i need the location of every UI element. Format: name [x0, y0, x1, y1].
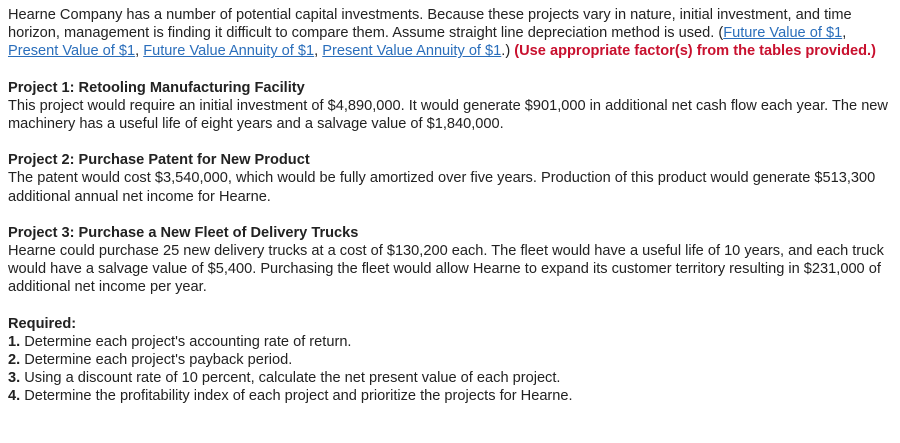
project-title: Project 1: Retooling Manufacturing Facility [8, 79, 305, 96]
project-title: Project 3: Purchase a New Fleet of Delivery Trucks [8, 224, 359, 241]
required-item-number: 2. [8, 352, 21, 369]
link-present-value[interactable]: Present Value of $1 [8, 43, 136, 60]
link-separator: , [135, 43, 144, 60]
project-description: Hearne could purchase 25 new delivery trucks at a cost of $130,200 each. The fleet would have a useful life of 10 years, and each truck would have a salvage value of $5,400. Purchasing the fleet would allow Hearne to expand its customer territory resulting in $231,000 of additional net income per year. [8, 243, 884, 296]
project-2 [8, 151, 892, 206]
required-item-text: Determine each project's accounting rate of return. [20, 333, 352, 350]
instruction-note: (Use appropriate factor(s) from the tables provided.) [514, 43, 876, 60]
link-present-value-annuity[interactable]: Present Value Annuity of $1 [322, 43, 502, 60]
required-item-number: 4. [8, 388, 21, 405]
link-separator: , [842, 25, 847, 42]
project-title: Project 2: Purchase Patent for New Product [8, 152, 310, 169]
link-future-value-annuity[interactable]: Future Value Annuity of $1 [143, 43, 315, 60]
required-item-number: 3. [8, 370, 21, 387]
required-item [8, 387, 892, 405]
project-description: This project would require an initial investment of $4,890,000. It would generate $901,000 in additional net cash flow each year. The new machinery has a useful life of eight years and a salvage value of $1,840,000. [8, 97, 888, 133]
required-item-text: Using a discount rate of 10 percent, calculate the net present value of each project. [20, 370, 561, 387]
project-1 [8, 79, 892, 134]
required-item [8, 333, 892, 351]
project-3 [8, 224, 892, 297]
required-section [8, 315, 892, 406]
required-heading: Required: [8, 315, 77, 332]
required-item [8, 369, 892, 387]
required-item-number: 1. [8, 333, 21, 350]
required-item [8, 351, 892, 369]
link-separator: , [314, 43, 323, 60]
required-item-text: Determine the profitability index of each project and prioritize the projects for Hearne. [20, 388, 573, 405]
project-description: The patent would cost $3,540,000, which would be fully amortized over five years. Production of this product would generate $513,300 additional annual net income for Hearne. [8, 170, 876, 205]
intro-after-links: .) [501, 43, 515, 60]
intro-paragraph [8, 6, 892, 61]
intro-text: Hearne Company has a number of potential capital investments. Because these projects vary in nature, initial investment, and time horizon, management is finding it difficult to compare them. Assume straight line depreciation method is used. ( [8, 7, 852, 42]
required-item-text: Determine each project's payback period. [20, 352, 293, 369]
link-future-value[interactable]: Future Value of $1 [723, 25, 843, 42]
